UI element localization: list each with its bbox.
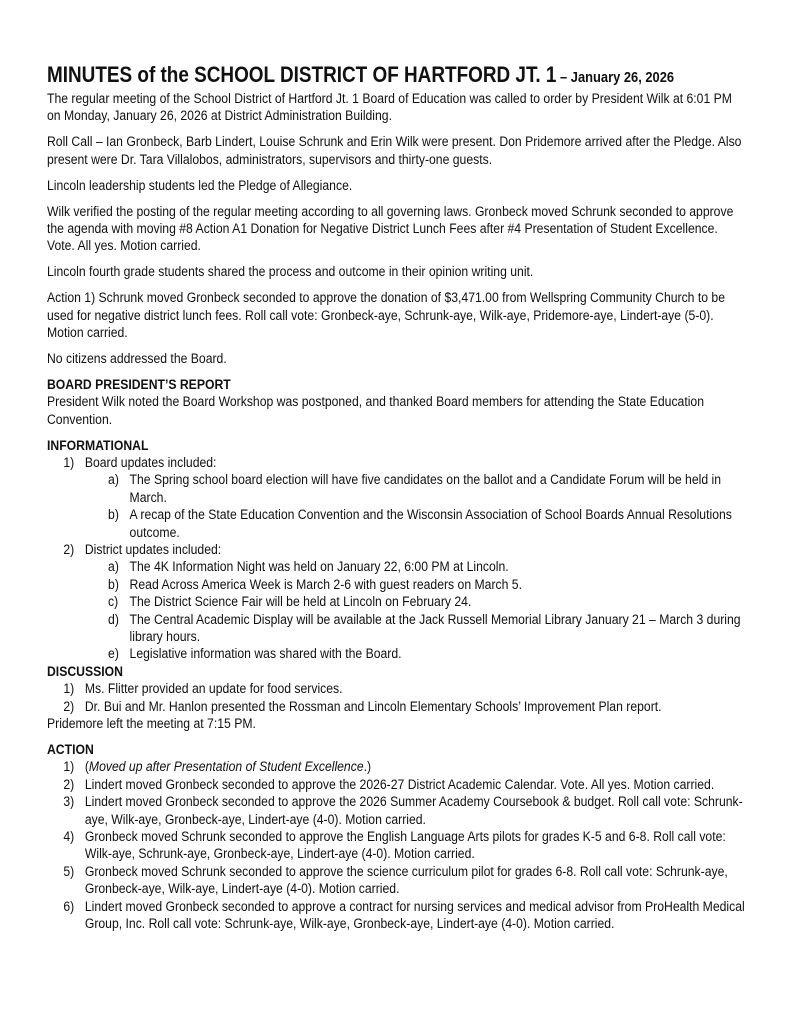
roll-call-paragraph: Roll Call – Ian Gronbeck, Barb Lindert, Louise Schrunk and Erin Wilk were present. Don Pridemore arrived after the Pledge. Also present were Dr. Tara Villalobos, administrators, supervisors and thirty-one guests. <box>47 134 742 168</box>
action-item <box>47 829 747 864</box>
sub-item-marker: a) <box>108 472 119 489</box>
president-report-heading: BOARD PRESIDENT’S REPORT <box>47 376 231 393</box>
call-to-order-paragraph: The regular meeting of the School District of Hartford Jt. 1 Board of Education was called to order by President Wilk at 6:01 PM on Monday, January 26, 2026 at District Administration Building. <box>47 91 732 125</box>
sub-item-marker: b) <box>108 576 119 593</box>
pledge-paragraph: Lincoln leadership students led the Pledge of Allegiance. <box>47 177 353 194</box>
minutes-body <box>47 62 747 933</box>
item-text: Dr. Bui and Mr. Hanlon presented the Rossman and Lincoln Elementary Schools’ Improvement Plan report. <box>84 698 662 715</box>
item-open-paren: ( <box>84 759 89 776</box>
informational-item <box>47 542 747 664</box>
sub-item-marker: e) <box>108 646 119 663</box>
sub-item-text: The Spring school board election will have five candidates on the ballot and a Candidate Forum will be held in March. <box>129 472 722 506</box>
item-text: Lindert moved Gronbeck seconded to approve a contract for nursing services and medical advisor from ProHealth Medical Group, Inc. Roll call vote: Schrunk-aye, Wilk-aye, Gronbeck-aye, Lindert-aye (4-0). Motion carried. <box>84 898 745 932</box>
title-text: MINUTES of the SCHOOL DISTRICT OF HARTFORD JT. 1 <box>47 62 557 87</box>
donation-action-paragraph: Action 1) Schrunk moved Gronbeck seconded to approve the donation of $3,471.00 from Wellspring Community Church to be used for negative district lunch fees. Roll call vote: Gronbeck-aye, Schrunk-aye, Wilk-aye, Pridemore-aye, Lindert-aye (5-0). Motion carried. <box>47 290 726 341</box>
sub-item-text: The District Science Fair will be held at Lincoln on February 24. <box>129 594 472 611</box>
sub-item-marker: a) <box>108 559 119 576</box>
informational-heading: INFORMATIONAL <box>47 437 149 454</box>
president-report-text: President Wilk noted the Board Workshop was postponed, and thanked Board members for attending the State Education Convention. <box>47 394 705 428</box>
sub-item-text: Legislative information was shared with the Board. <box>129 646 402 663</box>
item-marker: 6) <box>63 898 75 915</box>
discussion-list <box>47 681 747 716</box>
pridemore-left-paragraph: Pridemore left the meeting at 7:15 PM. <box>47 716 256 732</box>
action-item <box>47 759 747 776</box>
item-text: Board updates included: <box>84 454 217 471</box>
item-marker: 5) <box>63 863 75 880</box>
item-text: Ms. Flitter provided an update for food services. <box>84 681 343 698</box>
discussion-item <box>47 699 747 716</box>
action-heading: ACTION <box>47 741 94 758</box>
item-text: Gronbeck moved Schrunk seconded to approve the science curriculum pilot for grades 6-8. Roll call vote: Schrunk-aye, Gronbeck-aye, Wilk-aye, Lindert-aye (4-0). Motion carried. <box>84 863 728 898</box>
item-text: District updates included: <box>84 541 222 558</box>
sub-item <box>85 612 747 647</box>
action-item <box>47 899 747 934</box>
document-title <box>47 62 747 91</box>
item-marker: 2) <box>63 698 75 715</box>
sub-item-text: Read Across America Week is March 2-6 with guest readers on March 5. <box>129 576 522 593</box>
district-updates-sublist <box>85 559 747 663</box>
item-marker: 2) <box>63 776 75 793</box>
sub-item <box>85 559 747 576</box>
agenda-approval-paragraph: Wilk verified the posting of the regular meeting according to all governing laws. Gronbeck moved Schrunk seconded to approve the agenda with moving #8 Action A1 Donation for Negative District Lunch Fees after #4 Presentation of Student Excellence. Vote. All yes. Motion carried. <box>47 203 734 255</box>
board-updates-sublist <box>85 472 747 542</box>
action-list <box>47 759 747 933</box>
item-text: Gronbeck moved Schrunk seconded to approve the English Language Arts pilots for grades K-5 and 6-8. Roll call vote: Wilk-aye, Schrunk-aye, Gronbeck-aye, Lindert-aye (4-0). Motion carried. <box>84 828 726 863</box>
sub-item-text: The 4K Information Night was held on January 22, 6:00 PM at Lincoln. <box>129 559 509 576</box>
item-marker: 1) <box>63 454 75 471</box>
sub-item-marker: d) <box>108 611 119 628</box>
item-marker: 1) <box>63 681 75 698</box>
minutes-page <box>47 62 747 933</box>
sub-item-text: A recap of the State Education Convention and the Wisconsin Association of School Boards Annual Resolutions outcome. <box>129 507 732 541</box>
sub-item <box>85 472 747 507</box>
item-text: Lindert moved Gronbeck seconded to approve the 2026-27 District Academic Calendar. Vote. All yes. Motion carried. <box>84 776 715 793</box>
sub-item <box>85 577 747 594</box>
title-date: – January 26, 2026 <box>556 69 675 86</box>
action-item <box>47 864 747 899</box>
sub-item <box>85 594 747 611</box>
discussion-heading: DISCUSSION <box>47 663 123 680</box>
item-text: Lindert moved Gronbeck seconded to approve the 2026 Summer Academy Coursebook & budget. Roll call vote: Schrunk-aye, Wilk-aye, Gronbeck-aye, Lindert-aye (4-0). Motion carried. <box>84 794 743 828</box>
item-marker: 2) <box>63 541 75 558</box>
sub-item <box>85 646 747 663</box>
citizens-paragraph: No citizens addressed the Board. <box>47 350 227 367</box>
action-item <box>47 794 747 829</box>
item-close-paren: .) <box>363 759 372 776</box>
item-marker: 1) <box>63 759 75 776</box>
item-marker: 3) <box>63 794 75 811</box>
student-excellence-paragraph: Lincoln fourth grade students shared the process and outcome in their opinion writing unit. <box>47 264 534 281</box>
item-italic-note: Moved up after Presentation of Student Excellence <box>88 759 364 776</box>
discussion-item <box>47 681 747 698</box>
action-item <box>47 777 747 794</box>
sub-item-marker: b) <box>108 507 119 524</box>
informational-item <box>47 455 747 542</box>
sub-item <box>85 507 747 542</box>
sub-item-marker: c) <box>108 594 119 611</box>
informational-list <box>47 455 747 664</box>
item-marker: 4) <box>63 828 75 845</box>
sub-item-text: The Central Academic Display will be available at the Jack Russell Memorial Library January 21 – March 3 during library hours. <box>129 611 741 645</box>
